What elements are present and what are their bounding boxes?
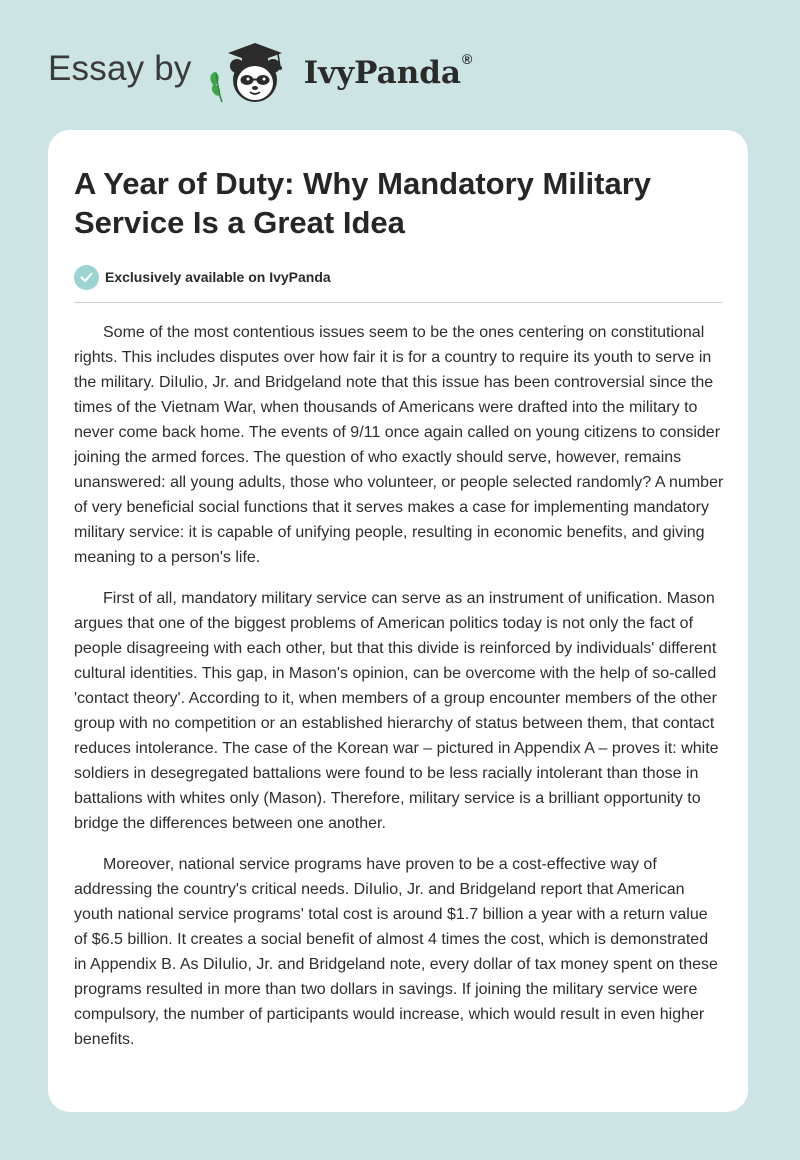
paragraph: Some of the most contentious issues seem to be the ones centering on constitutional rights. This includes disputes over how fair it is for a country to require its youth to serve in the military. DiIulio, Jr. and Bridgeland note that this issue has been controversial since the times of the Vietnam War, when thousands of Americans were drafted into the military to never come back home. The events of 9/11 once again called on young citizens to consider joining the armed forces. The question of who exactly should serve, however, remains unanswered: all young adults, those who volunteer, or people selected randomly? A number of very beneficial social functions that it serves makes a case for implementing mandatory military service: it is capable of unifying people, resulting in economic benefits, and giving meaning to a person's life. (74, 324, 724, 566)
site-header (48, 36, 472, 108)
essay-title: A Year of Duty: Why Mandatory Military Service Is a Great Idea (74, 166, 652, 240)
registered-mark: ® (462, 51, 473, 67)
exclusive-label: Exclusively available on IvyPanda (105, 269, 331, 285)
paragraph: First of all, mandatory military service can serve as an instrument of unification. Mason argues that one of the biggest problems of American politics today is not only the fact of people disagreeing with each other, but that this divide is reinforced by individuals' different cultural identities. This gap, in Mason's opinion, can be overcome with the help of so-called 'contact theory'. According to it, when members of a group encounter members of the other group with no competition or an established hierarchy of status between them, that contact reduces intolerance. The case of the Korean war – pictured in Appendix A – proves it: white soldiers in desegregated battalions were found to be less racially intolerant than those in battalions with whites only (Mason). Therefore, military service is a brilliant opportunity to bridge the differences between one another. (74, 590, 719, 832)
essay-body (74, 320, 722, 1052)
brand-name[interactable]: IvyPanda® (303, 51, 473, 91)
check-circle-icon (74, 265, 99, 290)
panda-graduate-icon[interactable] (206, 36, 302, 108)
essay-card (48, 130, 748, 1112)
paragraph: Moreover, national service programs have proven to be a cost-effective way of addressing the country's critical needs. DiIulio, Jr. and Bridgeland report that American youth national service programs' total cost is around $1.7 billion a year with a return value of $6.5 billion. It creates a social benefit of almost 4 times the cost, which is demonstrated in Appendix B. As DiIulio, Jr. and Bridgeland note, every dollar of tax money spent on these programs resulted in more than two dollars in savings. If joining the military service were compulsory, the number of participants would increase, which would result in even higher benefits. (74, 856, 718, 1048)
divider (74, 302, 722, 303)
essay-by-label: Essay by (48, 49, 192, 88)
exclusive-badge (74, 264, 722, 290)
